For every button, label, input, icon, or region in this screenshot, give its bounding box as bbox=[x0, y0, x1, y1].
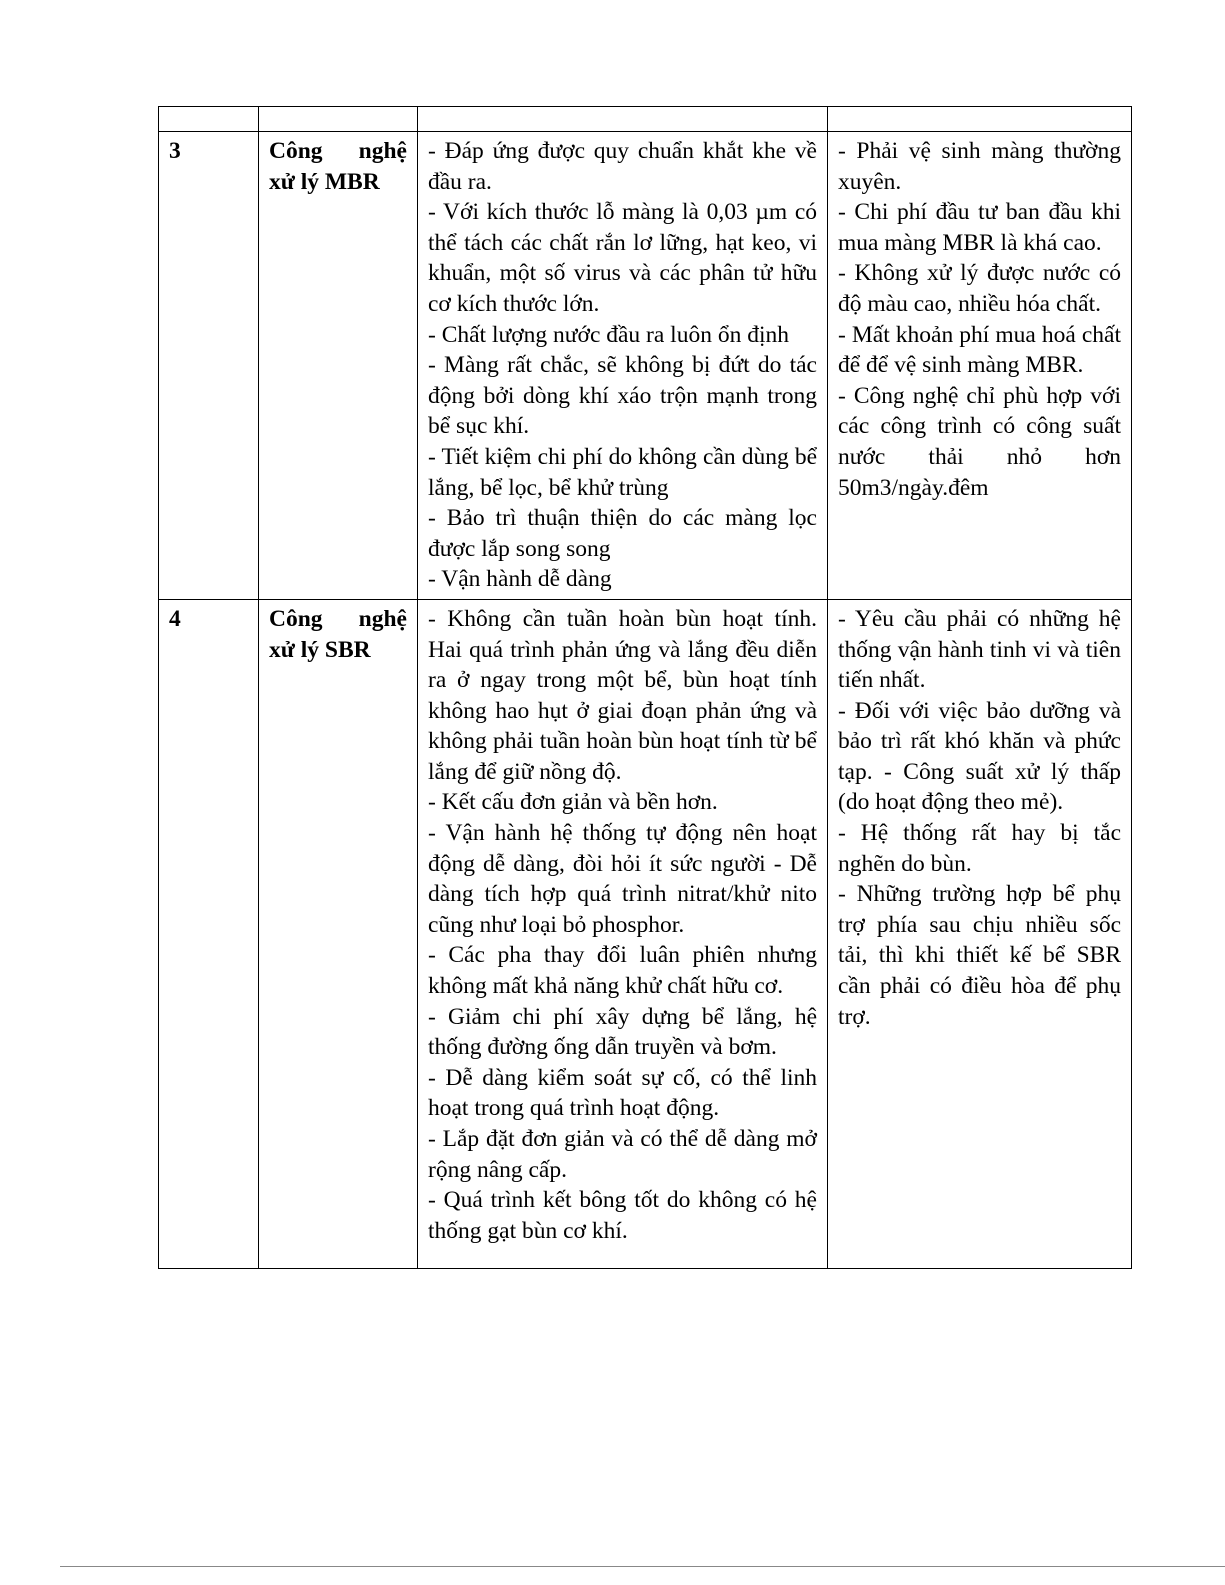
disadvantage-item: - Yêu cầu phải có những hệ thống vận hành tinh vi và tiên tiến nhất. bbox=[838, 605, 1121, 694]
row-number-cell bbox=[159, 132, 259, 600]
advantage-item: - Các pha thay đổi luân phiên nhưng không mất khả năng khử chất hữu cơ. bbox=[428, 942, 817, 1000]
table-cell bbox=[159, 107, 259, 132]
advantage-item: - Vận hành hệ thống tự động nên hoạt động dễ dàng, đòi hỏi ít sức người - Dễ dàng tích hợp quá trình nitrat/khử nito cũng như loại bỏ phosphor. bbox=[428, 820, 817, 938]
advantages-cell bbox=[418, 132, 828, 600]
disadvantage-item: - Công nghệ chỉ phù hợp với các công trình có công suất nước thải nhỏ hơn 50m3/ngày.đêm bbox=[838, 382, 1121, 501]
disadvantage-item: - Phải vệ sinh màng thường xuyên. bbox=[838, 138, 1121, 195]
advantages-cell bbox=[418, 599, 828, 1268]
technology-cell bbox=[259, 132, 418, 600]
disadvantages-cell bbox=[828, 599, 1132, 1268]
disadvantage-item: - Không xử lý được nước có độ màu cao, nhiều hóa chất. bbox=[838, 260, 1121, 317]
advantage-item: - Màng rất chắc, sẽ không bị đứt do tác động bởi dòng khí xáo trộn mạnh trong bể sục khí. bbox=[428, 352, 817, 440]
row-number: 3 bbox=[169, 138, 181, 164]
disadvantage-item: - Hệ thống rất hay bị tắc nghẽn do bùn. bbox=[838, 820, 1121, 877]
advantage-item: - Bảo trì thuận thiện do các màng lọc được lắp song song bbox=[428, 505, 817, 562]
advantage-item: - Kết cấu đơn giản và bền hơn. bbox=[428, 789, 718, 816]
advantage-item: - Chất lượng nước đầu ra luôn ổn định bbox=[428, 321, 789, 348]
advantage-item: - Với kích thước lỗ màng là 0,03 µm có thể tách các chất rắn lơ lững, hạt keo, vi khuẩn, một số virus và các phân tử hữu cơ kích thước lớn. bbox=[428, 199, 817, 317]
disadvantage-item: - Mất khoản phí mua hoá chất để để vệ sinh màng MBR. bbox=[838, 321, 1121, 379]
technology-name: Công nghệ xử lý MBR bbox=[269, 138, 407, 195]
advantage-item: - Dễ dàng kiểm soát sự cố, có thể linh hoạt trong quá trình hoạt động. bbox=[428, 1064, 817, 1122]
table-row-sbr bbox=[159, 599, 1132, 1268]
advantage-item: - Tiết kiệm chi phí do không cần dùng bể lắng, bể lọc, bể khử trùng bbox=[428, 443, 817, 501]
advantage-item: - Giảm chi phí xây dựng bể lắng, hệ thống đường ống dẫn truyền và bơm. bbox=[428, 1003, 817, 1061]
table-cell bbox=[418, 107, 828, 132]
table-row-empty bbox=[159, 107, 1132, 132]
table-row-mbr bbox=[159, 132, 1132, 600]
advantage-item: - Không cần tuần hoàn bùn hoạt tính. Hai quá trình phản ứng và lắng đều diễn ra ở ngay trong một bể, bùn hoạt tính không hao hụt ở giai đoạn phản ứng và không phải tuần hoàn bùn hoạt tính từ bể lắng để giữ nồng độ. bbox=[428, 605, 817, 785]
disadvantages-cell bbox=[828, 132, 1132, 600]
advantage-item: - Quá trình kết bông tốt do không có hệ thống gạt bùn cơ khí. bbox=[428, 1187, 817, 1244]
table-cell bbox=[828, 107, 1132, 132]
disadvantage-item: - Đối với việc bảo dưỡng và bảo trì rất khó khăn và phức tạp. - Công suất xử lý thấp (do hoạt động theo mẻ). bbox=[838, 697, 1121, 816]
technology-cell bbox=[259, 599, 418, 1268]
technology-name: Công nghệ xử lý SBR bbox=[269, 605, 407, 663]
row-number: 4 bbox=[169, 605, 181, 632]
table-cell bbox=[259, 107, 418, 132]
disadvantage-item: - Chi phí đầu tư ban đầu khi mua màng MBR là khá cao. bbox=[838, 199, 1121, 256]
technology-comparison-table bbox=[158, 106, 1132, 1269]
advantage-item: - Vận hành dễ dàng bbox=[428, 566, 612, 593]
advantage-item: - Lắp đặt đơn giản và có thể dễ dàng mở rộng nâng cấp. bbox=[428, 1126, 817, 1183]
row-number-cell bbox=[159, 599, 259, 1268]
advantage-item: - Đáp ứng được quy chuẩn khắt khe về đầu ra. bbox=[428, 138, 817, 195]
page-bottom-divider bbox=[60, 1566, 1225, 1567]
disadvantage-item: - Những trường hợp bể phụ trợ phía sau chịu nhiều sốc tải, thì khi thiết kế bể SBR cần phải có điều hòa để phụ trợ. bbox=[838, 881, 1121, 1030]
